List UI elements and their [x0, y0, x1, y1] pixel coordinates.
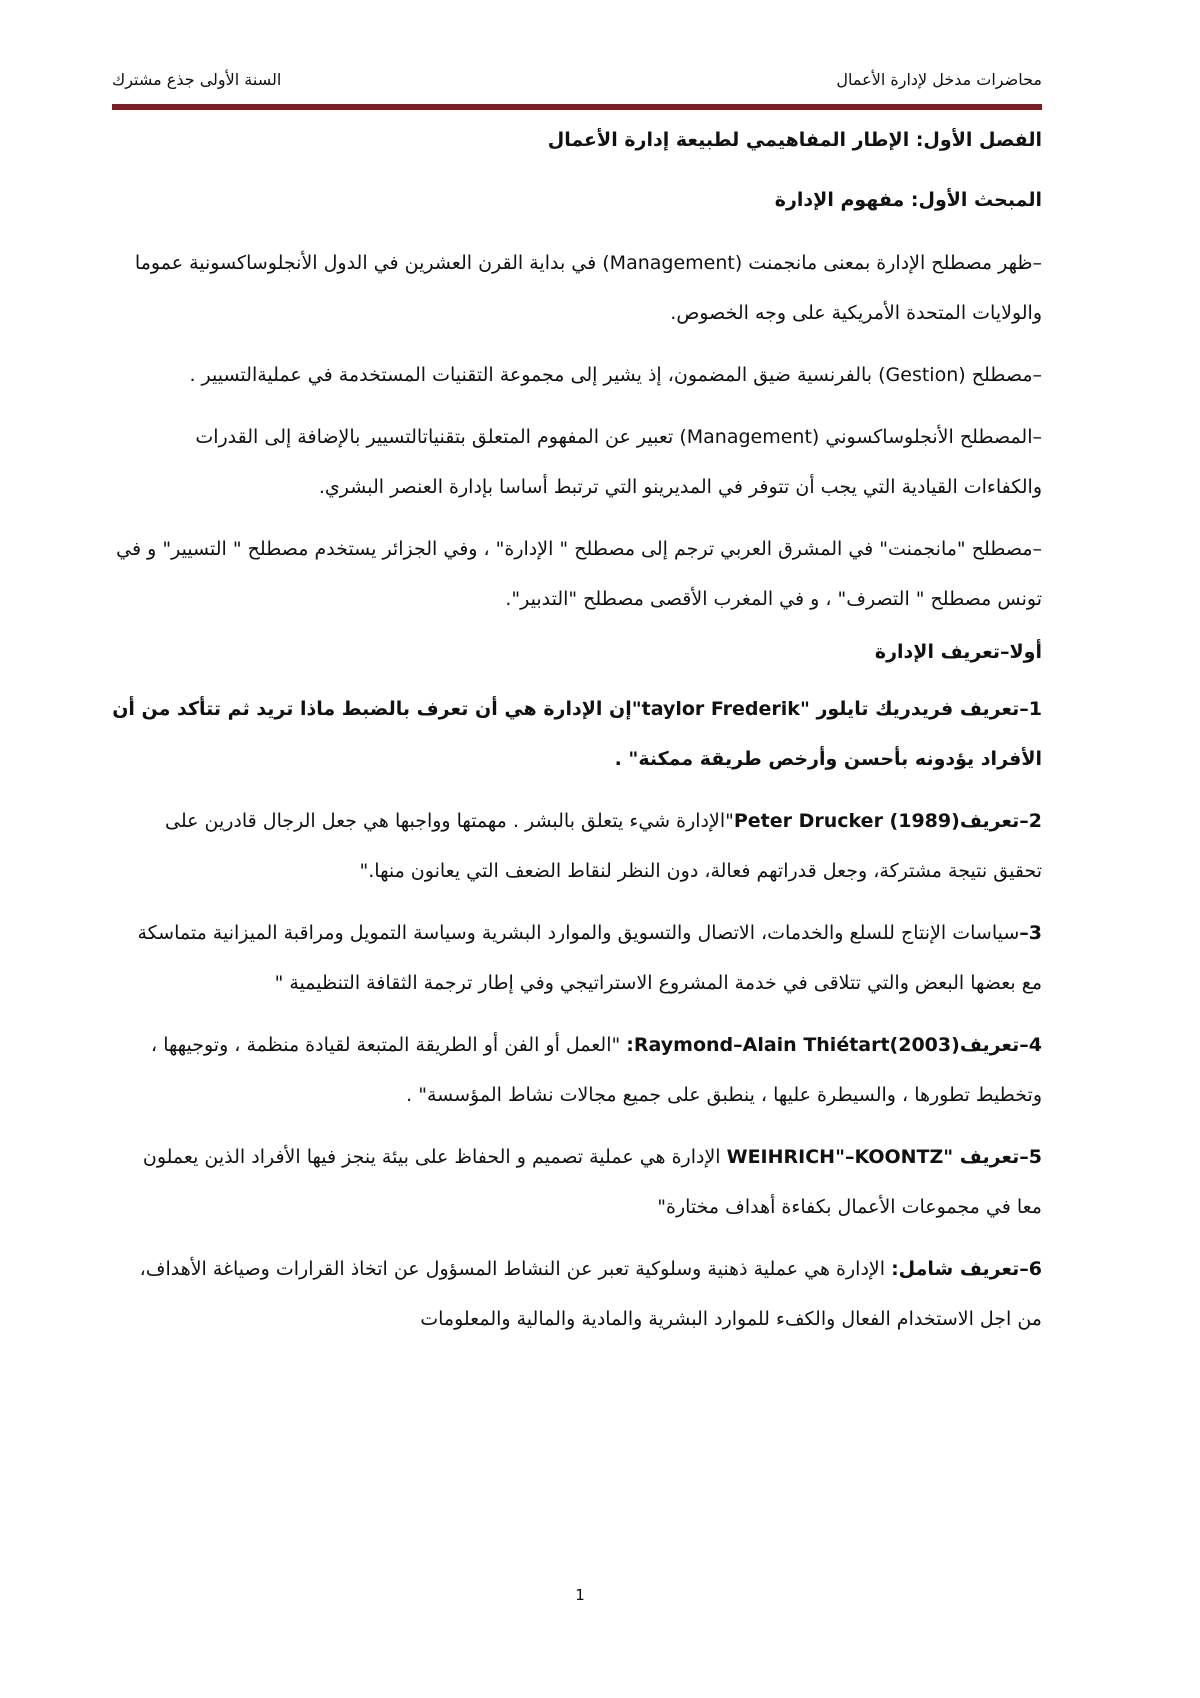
- section-title: المبحث الأول: مفهوم الإدارة: [774, 189, 1042, 211]
- definition-taylor-text: 1–تعريف فريدريك تايلور "taylor Frederik"إن الإدارة هي أن تعرف بالضبط ماذا تريد ثم تتأكد من أن الأفراد يؤدونه بأحسن وأرخص طريقة ممكنة" .: [112, 698, 1042, 770]
- definition-comprehensive-text: الإدارة هي عملية ذهنية وسلوكية تعبر عن النشاط المسؤول عن اتخاذ القرارات وصياغة الأهداف، من اجل الاستخدام الفعال والكفء للموارد البشرية والمادية والمالية والمعلومات: [139, 1258, 1042, 1330]
- definition-drucker-lead: 2–تعريفPeter Drucker (1989): [733, 810, 1042, 832]
- document-body: [112, 120, 1042, 1356]
- definition-drucker: [112, 796, 1042, 896]
- paragraph-arabic-terms: –مصطلح "مانجمنت" في المشرق العربي ترجم إلى مصطلح " الإدارة" ، وفي الجزائر يستخدم مصطلح " التسيير" و في تونس مصطلح " التصرف" ، و في المغرب الأقصى مصطلح "التدبير".: [116, 538, 1042, 610]
- definition-thietart-lead: 4–تعريفRaymond–Alain Thiétart(2003):: [626, 1034, 1042, 1056]
- paragraph-management-origin: –ظهر مصطلح الإدارة بمعنى مانجمنت (Management) في بداية القرن العشرين في الدول الأنجلوساكسونية عموما والولايات المتحدة الأمريكية على وجه الخصوص.: [134, 252, 1042, 324]
- definition-taylor: [112, 684, 1042, 784]
- definition-koontz-text: الإدارة هي عملية تصميم و الحفاظ على بيئة ينجز فيها الأفراد الذين يعملون معا في مجموعات الأعمال بكفاءة أهداف مختارة": [142, 1146, 1042, 1218]
- definition-thietart-text: "العمل أو الفن أو الطريقة المتبعة لقيادة منظمة ، وتوجيهها ، وتخطيط تطورها ، والسيطرة عليها ، ينطبق على جميع مجالات نشاط المؤسسة" .: [151, 1034, 1042, 1106]
- header-divider: [112, 104, 1042, 110]
- definition-policies-text: سياسات الإنتاج للسلع والخدمات، الاتصال والتسويق والموارد البشرية وسياسة التمويل ومراقبة الميزانية متماسكة مع بعضها البعض والتي تتلاقى في خدمة المشروع الاستراتيجي وفي إطار ترجمة الثقافة التنظيمية ": [137, 922, 1042, 994]
- paragraph-gestion-term: –مصطلح (Gestion) بالفرنسية ضيق المضمون، إذ يشير إلى مجموعة التقنيات المستخدمة في عمليةالتسيير .: [189, 364, 1042, 386]
- definition-policies-lead: 3–: [1019, 922, 1042, 944]
- page-number: 1: [575, 1586, 585, 1604]
- definition-koontz: [112, 1132, 1042, 1232]
- definition-drucker-text: "الإدارة شيء يتعلق بالبشر . مهمتها وواجبها هي جعل الرجال قادرين على تحقيق نتيجة مشتركة، وجعل قدراتهم فعالة، دون النظر لنقاط الضعف التي يعانون منها.": [164, 810, 1042, 882]
- definition-comprehensive: [112, 1244, 1042, 1344]
- definition-policies: [112, 908, 1042, 1008]
- chapter-title: الفصل الأول: الإطار المفاهيمي لطبيعة إدارة الأعمال: [547, 129, 1042, 151]
- header-course-title: محاضرات مدخل لإدارة الأعمال: [836, 70, 1042, 89]
- definition-comprehensive-lead: 6–تعريف شامل:: [891, 1258, 1042, 1280]
- header-year-label: السنة الأولى جذع مشترك: [112, 70, 282, 89]
- definitions-heading: أولا–تعريف الإدارة: [874, 641, 1042, 663]
- definition-koontz-lead: 5–تعريف "WEIHRICH"–KOONTZ: [726, 1146, 1042, 1168]
- definition-thietart: [112, 1020, 1042, 1120]
- paragraph-anglo-saxon-term: –المصطلح الأنجلوساكسوني (Management) تعبير عن المفهوم المتعلق بتقنياتالتسيير بالإضافة إلى القدرات والكفاءات القيادية التي يجب أن تتوفر في المديرينو التي ترتبط أساسا بإدارة العنصر البشري.: [195, 426, 1042, 498]
- page-header: [112, 66, 1042, 96]
